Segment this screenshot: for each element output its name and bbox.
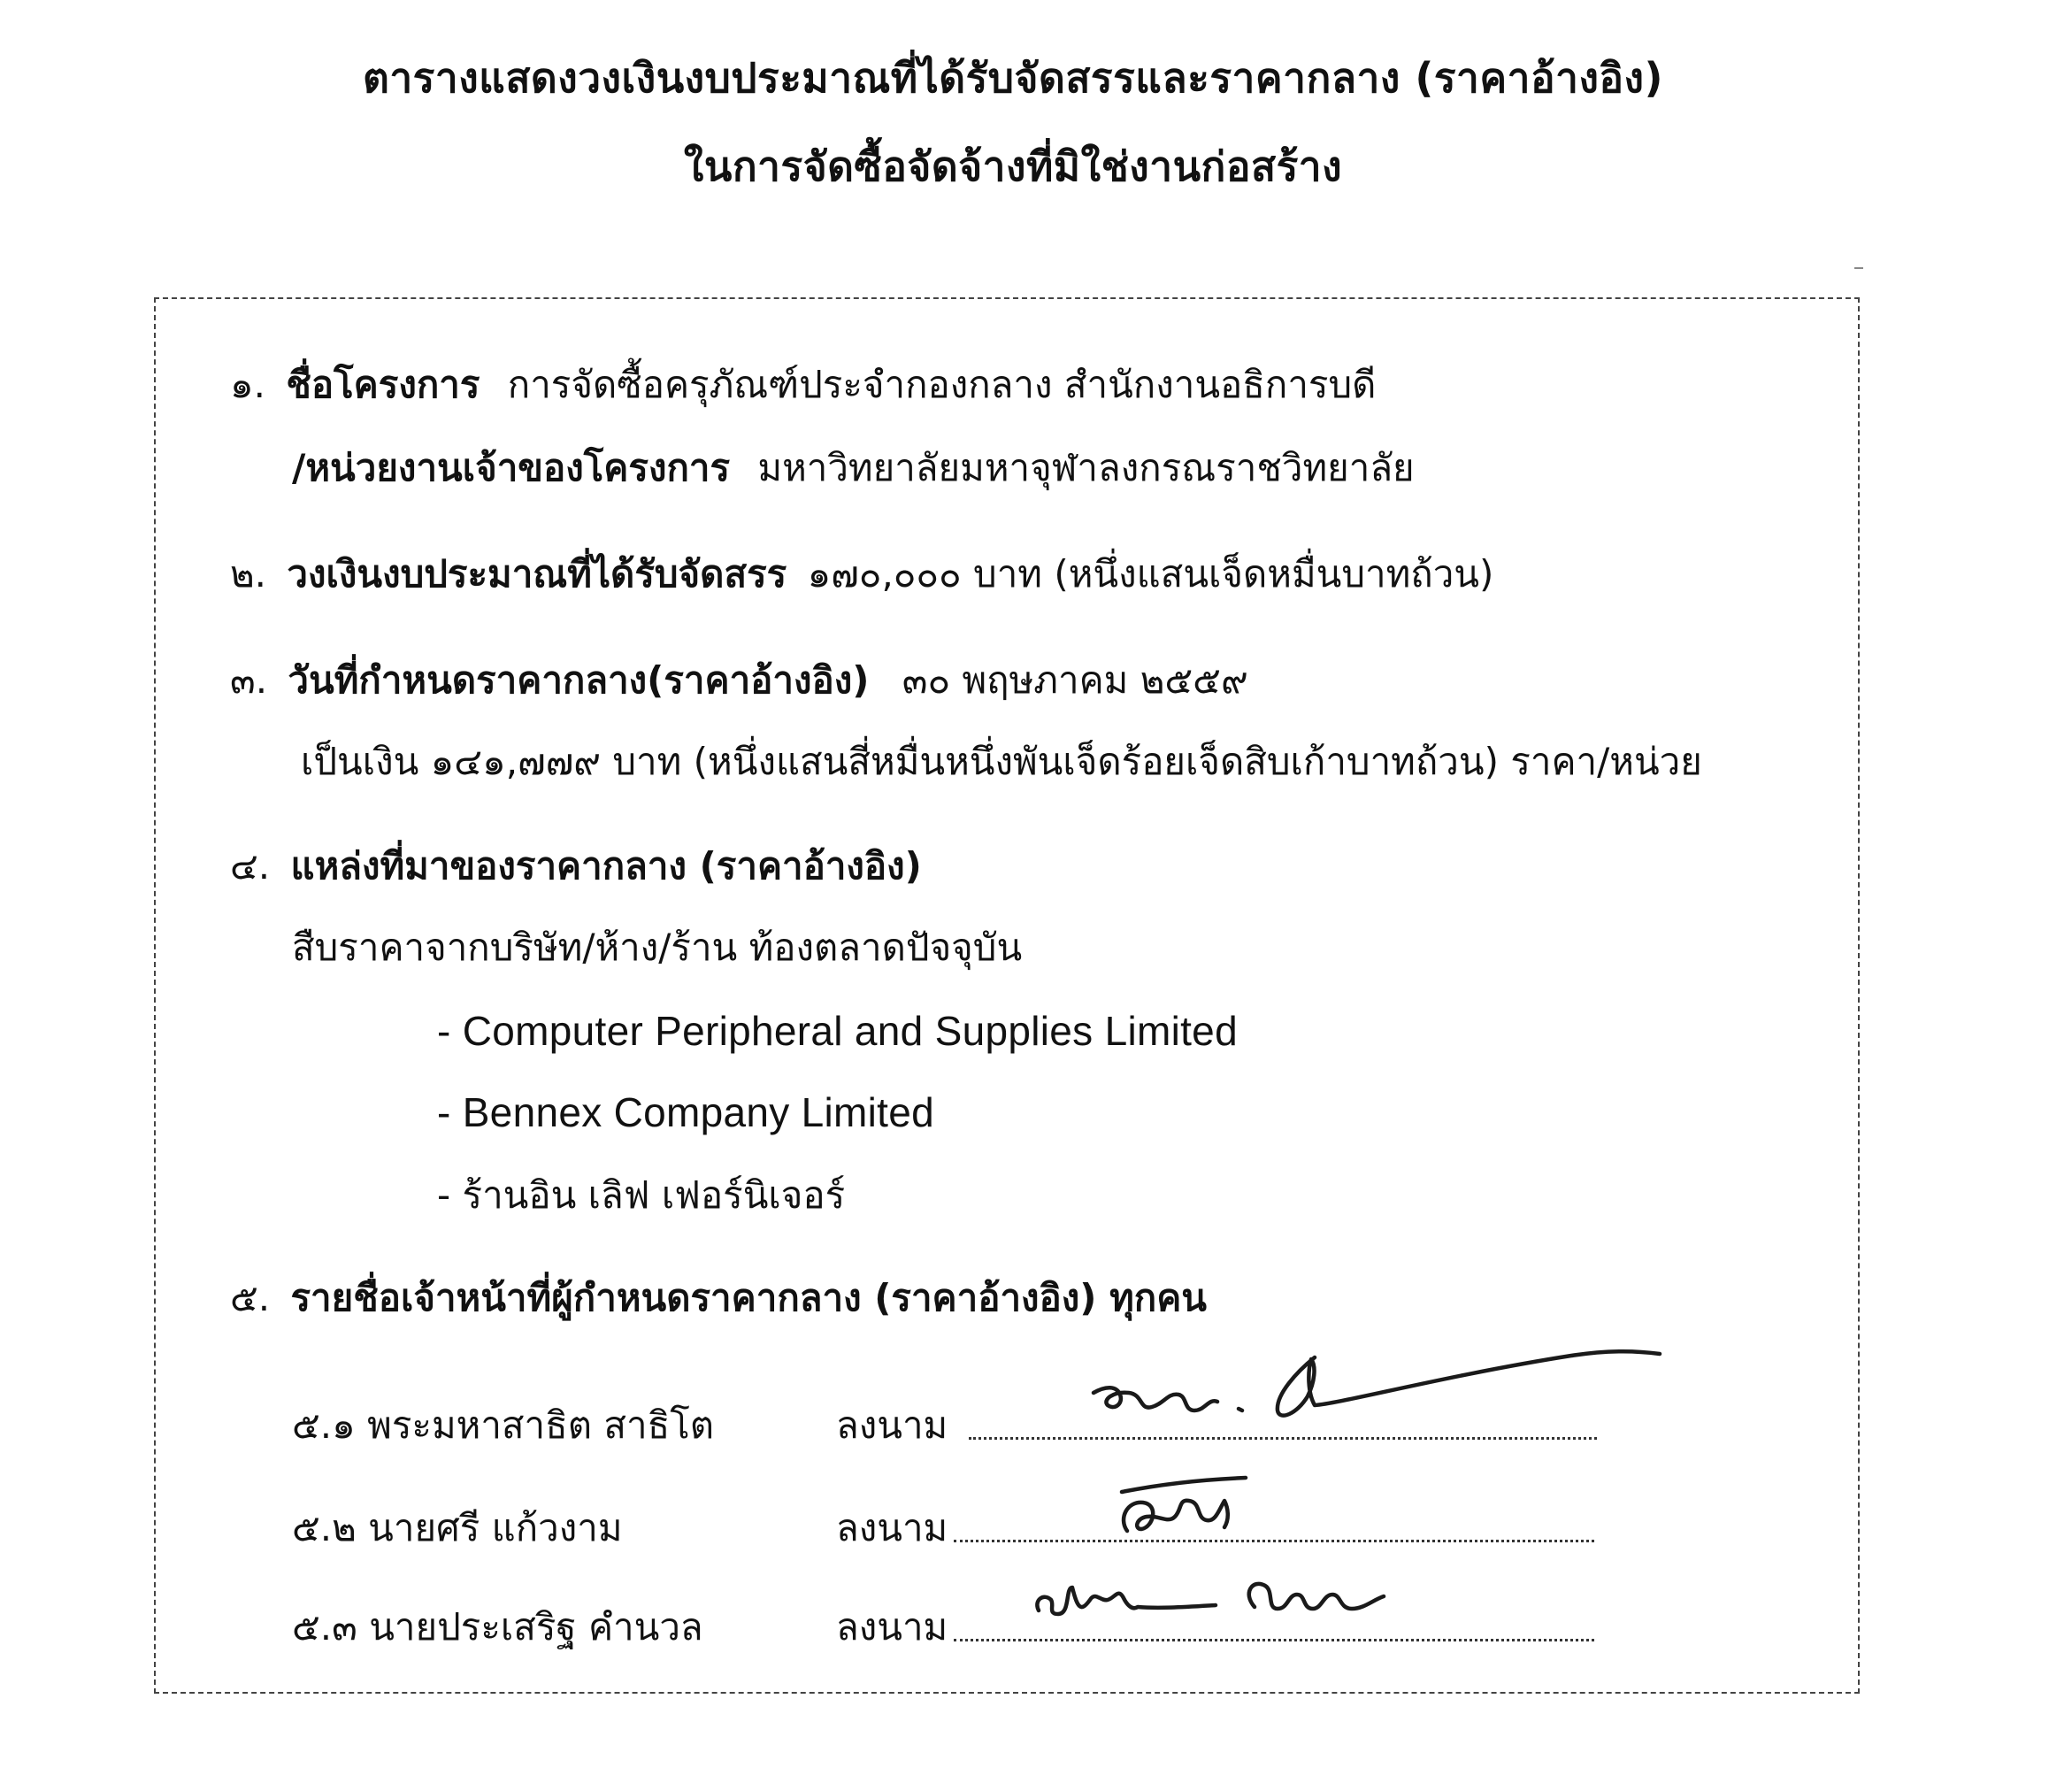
section-2-budget (230, 552, 1493, 596)
officer-1-name: ๕.๑ พระมหาสาธิต สาธิโต (292, 1403, 715, 1447)
document-title-line-1: ตารางแสดงวงเงินงบประมาณที่ได้รับจัดสรรและราคากลาง (ราคาอ้างอิง) (362, 54, 1664, 102)
officer-1-signature (1076, 1340, 1686, 1446)
officer-3-signature-line (954, 1639, 1594, 1641)
section-1-number: ๑. (230, 363, 266, 406)
section-1-owner-value: มหาวิทยาลัยมหาจุฬาลงกรณราชวิทยาลัย (757, 446, 1415, 489)
section-1-value: การจัดซื้อครุภัณฑ์ประจำกองกลาง สำนักงานอธิการบดี (507, 363, 1377, 406)
officer-2-sign-label: ลงนาม (836, 1506, 948, 1549)
source-item-1: - Computer Peripheral and Supplies Limited (437, 1008, 1238, 1054)
section-2-value: ๑๗๐,๐๐๐ บาท (หนึ่งแสนเจ็ดหมื่นบาทถ้วน) (807, 552, 1494, 596)
section-1-owner (292, 446, 1415, 490)
content-frame (154, 297, 1860, 1694)
section-1-label: ชื่อโครงการ (286, 363, 480, 406)
section-2-number: ๒. (230, 552, 267, 596)
section-3-amount: เป็นเงิน ๑๔๑,๗๗๙ บาท (หนึ่งแสนสี่หมื่นหนึ่งพันเจ็ดร้อยเจ็ดสิบเก้าบาทถ้วน) ราคา/หน่วย (301, 740, 1702, 783)
section-4-label: แหล่งที่มาของราคากลาง (ราคาอ้างอิง) (290, 844, 922, 888)
scan-mark (1854, 267, 1863, 269)
officer-3-name: ๕.๓ นายประเสริฐ คำนวล (292, 1605, 703, 1649)
section-5-officers (230, 1276, 1207, 1320)
section-4-intro: สืบราคาจากบริษัท/ห้าง/ร้าน ท้องตลาดปัจจุบัน (292, 926, 1023, 969)
section-3-reference-date (230, 658, 1248, 703)
officer-3-signature (1026, 1556, 1398, 1637)
source-item-3: - ร้านอิน เลิฟ เฟอร์นิเจอร์ (437, 1173, 846, 1217)
section-5-number: ๕. (230, 1276, 271, 1319)
section-2-label: วงเงินงบประมาณที่ได้รับจัดสรร (287, 552, 787, 596)
section-3-number: ๓. (230, 658, 268, 702)
section-3-label: วันที่กำหนดราคากลาง(ราคาอ้างอิง) (288, 658, 870, 702)
officer-2-signature-line (954, 1540, 1594, 1542)
section-3-date: ๓๐ พฤษภาคม ๒๕๕๙ (902, 658, 1248, 702)
source-item-2: - Bennex Company Limited (437, 1089, 935, 1135)
officer-3-sign-label: ลงนาม (836, 1605, 948, 1649)
section-4-price-source (230, 844, 922, 888)
officer-1-sign-label: ลงนาม (836, 1403, 948, 1447)
officer-row-2 (292, 1506, 1796, 1559)
section-1-owner-label: /หน่วยงานเจ้าของโครงการ (292, 446, 731, 489)
section-5-label: รายชื่อเจ้าหน้าที่ผู้กำหนดราคากลาง (ราคาอ้างอิง) ทุกคน (290, 1276, 1208, 1319)
section-1-project-name (230, 363, 1376, 407)
document-title-line-2: ในการจัดซื้อจัดจ้างที่มิใช่งานก่อสร้าง (683, 142, 1343, 190)
officer-2-name: ๕.๒ นายศรี แก้วงาม (292, 1506, 623, 1549)
section-4-number: ๔. (230, 844, 271, 888)
officer-2-signature (1104, 1465, 1263, 1547)
